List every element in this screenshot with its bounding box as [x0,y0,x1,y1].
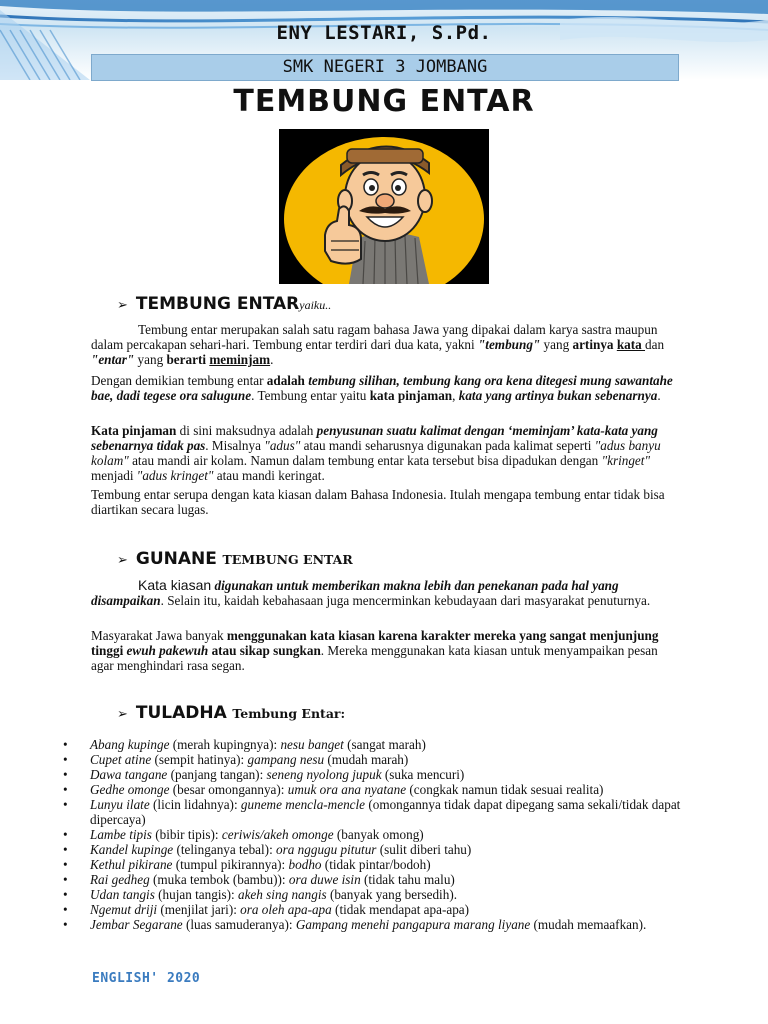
list-item: • Kethul pikirane (tumpul pikirannya): bodho (tidak pintar/bodoh) [63,857,683,872]
paragraph-tembung-silihan: Dengan demikian tembung entar adalah tembung silihan, tembung kang ora kena ditegesi mung sawantahe bae, dadi tegese ora salugune. Tembung entar yaitu kata pinjaman, kata yang artinya bukan sebenarnya. [91,373,673,403]
section-heading-gunane: ➢ GUNANE TEMBUNG ENTAR [117,549,353,569]
paragraph-gunane-1: Kata kiasan digunakan untuk memberikan makna lebih dan penekanan pada hal yang disampaikan. Selain itu, kaidah kebahasaan juga mencerminkan kebudayaan dari masyarakat penuturnya. [91,577,651,608]
list-item: • Rai gedheg (muka tembok (bambu)): ora duwe isin (tidak tahu malu) [63,872,683,887]
list-item: • Cupet atine (sempit hatinya): gampang nesu (mudah marah) [63,752,683,767]
paragraph-kata-pinjaman: Kata pinjaman di sini maksudnya adalah penyusunan suatu kalimat dengan ‘meminjam’ kata-kata yang sebenarnya tidak pas. Misalnya "adus" atau mandi seharusnya digunakan pada kalimat seperti "adus banyu kolam" atau mandi air kolam. Namun dalam tembung entar kata tersebut bisa dipadukan dengan "kringet" menjadi "adus kringet" atau mandi keringat. [91,423,661,483]
list-item: • Lambe tipis (bibir tipis): ceriwis/akeh omonge (banyak omong) [63,827,683,842]
list-item: • Dawa tangane (panjang tangan): seneng nyolong jupuk (suka mencuri) [63,767,683,782]
cartoon-man-illustration [279,129,489,284]
section-heading-tuladha: ➢ TULADHA Tembung Entar: [117,703,346,723]
cartoon-man-thumbs-up-icon [279,129,489,284]
examples-list [63,737,683,932]
author-name: ENY LESTARI, S.Pd. [276,22,492,44]
school-name-banner: SMK NEGERI 3 JOMBANG [91,54,679,81]
page-title: TEMBUNG ENTAR [233,84,535,119]
list-item: • Jembar Segarane (luas samuderanya): Gampang menehi pangapura marang liyane (mudah memaafkan). [63,917,683,932]
paragraph-gunane-2: Masyarakat Jawa banyak menggunakan kata kiasan karena karakter mereka yang sangat menjunjung tinggi ewuh pakewuh atau sikap sungkan. Mereka menggunakan kata kiasan untuk menyampaikan pesan agar menghindari rasa segan. [91,628,659,673]
list-item: • Ngemut driji (menjilat jari): ora oleh apa-apa (tidak mendapat apa-apa) [63,902,683,917]
footer-label: ENGLISH' 2020 [92,971,201,986]
paragraph-definition: Tembung entar merupakan salah satu ragam bahasa Jawa yang dipakai dalam karya sastra maupun dalam percakapan sehari-hari. Tembung entar terdiri dari dua kata, yakni "tembung" yang artinya kata dan "entar" yang berarti meminjam. [91,322,665,367]
list-item: • Abang kupinge (merah kupingnya): nesu banget (sangat marah) [63,737,683,752]
bullet-arrow-icon: ➢ [117,707,128,722]
section-heading-tembung-entar: ➢ TEMBUNG ENTARyaiku.. [117,294,332,314]
paragraph-kata-kiasan: Tembung entar serupa dengan kata kiasan dalam Bahasa Indonesia. Itulah mengapa tembung entar tidak bisa diartikan secara lugas. [91,487,665,517]
list-item: • Kandel kupinge (telinganya tebal): ora nggugu pitutur (sulit diberi tahu) [63,842,683,857]
list-item: • Gedhe omonge (besar omongannya): umuk ora ana nyatane (congkak namun tidak sesuai realita) [63,782,683,797]
list-item: • Lunyu ilate (licin lidahnya): guneme mencla-mencle (omongannya tidak dapat dipegang sama sekali/tidak dapat dipercaya) [63,797,683,827]
bullet-arrow-icon: ➢ [117,298,128,313]
bullet-arrow-icon: ➢ [117,553,128,568]
list-item: • Udan tangis (hujan tangis): akeh sing nangis (banyak yang bersedih). [63,887,683,902]
